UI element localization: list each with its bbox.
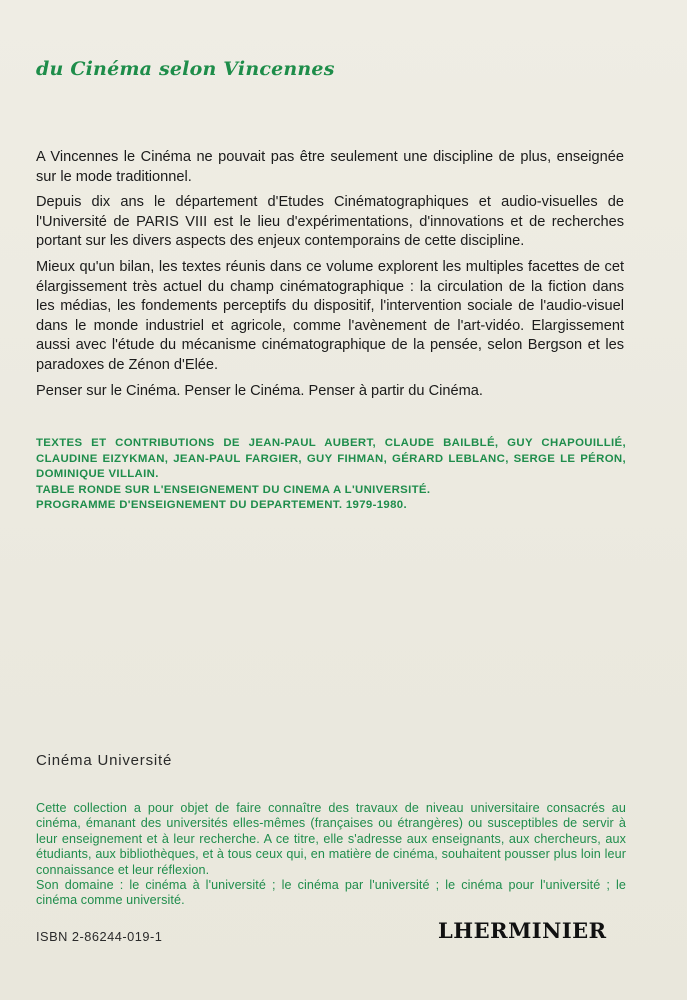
contributors-line: PROGRAMME D'ENSEIGNEMENT DU DEPARTEMENT. 1979-1980. xyxy=(36,499,407,512)
collection-paragraph: Cette collection a pour objet de faire connaître des travaux de niveau universitaire consacrés au cinéma, émanant des universités elles-mêmes (françaises ou étrangères) ou susceptibles de servir à leur enseignement et à leur recherche. A ce titre, elle s'adresse aux enseignants, aux chercheurs, aux étudiants, aux bibliothèques, et à tous ceux qui, en matière de cinéma, souhaitent pousser plus loin leur connaissance et leur réflexion. xyxy=(36,801,626,877)
publisher-logo: LHERMINIER xyxy=(438,918,607,943)
blurb-paragraph: Penser sur le Cinéma. Penser le Cinéma. Penser à partir du Cinéma. xyxy=(36,382,483,399)
contributors-list xyxy=(36,436,626,514)
collection-domain: Son domaine : le cinéma à l'université ; le cinéma par l'université ; le cinéma pour l'université ; le cinéma comme université. xyxy=(36,878,626,908)
contributors-line: TABLE RONDE SUR L'ENSEIGNEMENT DU CINEMA A L'UNIVERSITÉ. xyxy=(36,483,431,496)
blurb xyxy=(36,148,624,407)
contributors-line: TEXTES ET CONTRIBUTIONS DE JEAN-PAUL AUBERT, CLAUDE BAILBLÉ, GUY CHAPOUILLIÉ, CLAUDINE EIZYKMAN, JEAN-PAUL FARGIER, GUY FIHMAN, GÉRARD LEBLANC, SERGE LE PÉRON, DOMINIQUE VILLAIN. xyxy=(36,437,626,481)
book-title: du Cinéma selon Vincennes xyxy=(36,58,335,80)
blurb-paragraph: Depuis dix ans le département d'Etudes Cinématographiques et audio-visuelles de l'Université de PARIS VIII est le lieu d'expérimentations, d'innovations et de recherches portant sur les divers aspects des enjeux contemporains de cette discipline. xyxy=(36,194,624,250)
blurb-paragraph: Mieux qu'un bilan, les textes réunis dans ce volume explorent les multiples facettes de cet élargissement très actuel du champ cinématographique : la circulation de la fiction dans les médias, les fondements perceptifs du dispositif, l'intervention sociale de l'audio-visuel dans le monde industriel et agricole, comme l'avènement de l'art-vidéo. Elargissement aussi avec l'étude du mécanisme cinématographique de la pensée, selon Bergson et les paradoxes de Zénon d'Elée. xyxy=(36,258,624,373)
collection-description xyxy=(36,801,626,909)
collection-name: Cinéma Université xyxy=(36,752,173,769)
blurb-paragraph: A Vincennes le Cinéma ne pouvait pas être seulement une discipline de plus, enseignée sur le mode traditionnel. xyxy=(36,149,624,185)
isbn-number: ISBN 2-86244-019-1 xyxy=(36,929,163,944)
